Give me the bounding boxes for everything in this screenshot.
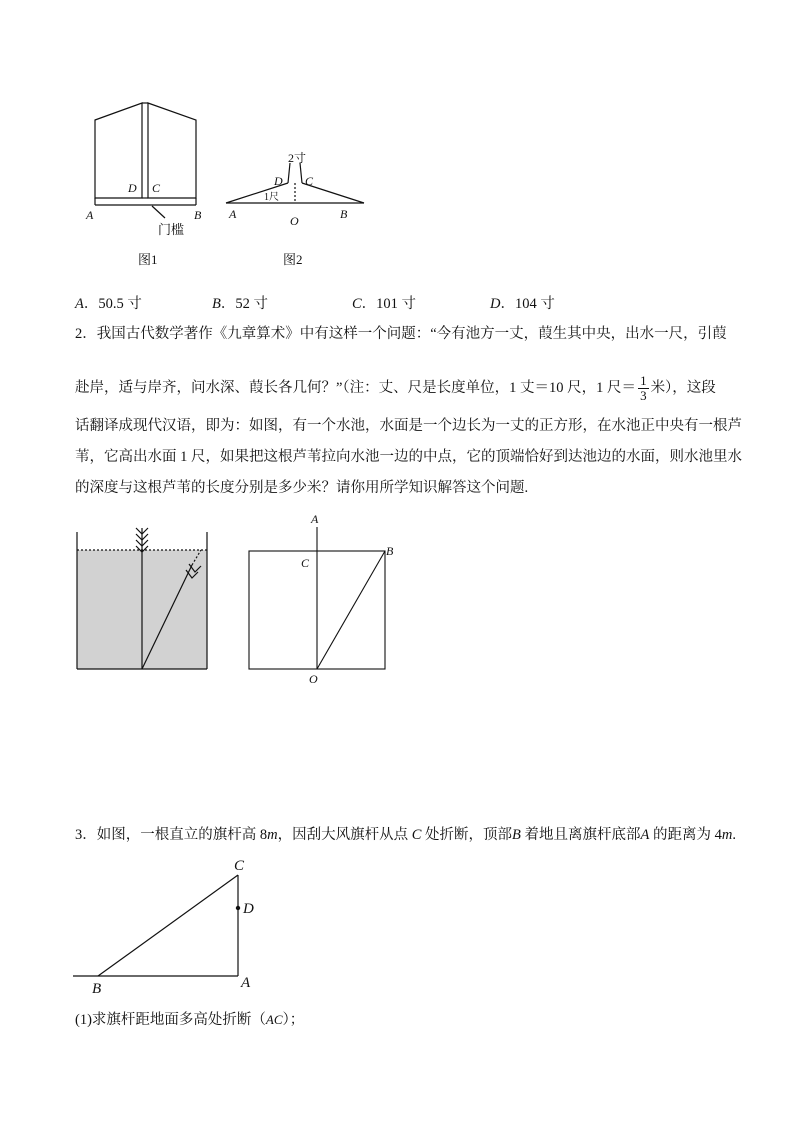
q3-fig-label-c: C xyxy=(234,858,245,874)
q2-fig-label-a: A xyxy=(311,512,319,526)
fig1-label-b: B xyxy=(194,208,202,222)
segment-ac: AC xyxy=(265,1012,283,1027)
option-value: 52 寸 xyxy=(235,296,268,312)
q3-text-1: 3．如图，一根直立的旗杆高 8 xyxy=(75,827,268,843)
q3-sub1-end: ）； xyxy=(282,1012,305,1028)
q3-flagpole-figure xyxy=(70,850,270,1000)
fraction-denominator: 3 xyxy=(640,388,647,403)
option-letter: A xyxy=(75,296,84,312)
fig2-label-o: O xyxy=(290,214,299,228)
q2-line-5 xyxy=(75,478,528,498)
q3-subquestion-1 xyxy=(75,1010,304,1030)
fig2-label-one-chi: 1尺 xyxy=(264,192,279,203)
q2-line-3 xyxy=(75,416,742,436)
option-value: 101 寸 xyxy=(376,296,417,312)
q2-line-4 xyxy=(75,447,742,467)
question-number: 2． xyxy=(75,326,97,342)
option-letter: C xyxy=(352,296,362,312)
q3-statement xyxy=(75,825,736,845)
q3-text-3: 处折断，顶部 xyxy=(421,827,513,843)
q2-text-2b: 米），这段 xyxy=(650,379,716,396)
q3-sub1-text: (1)求旗杆距地面多高处折断（ xyxy=(75,1012,266,1028)
option-letter: D xyxy=(490,296,501,312)
fig2-label-a: A xyxy=(229,207,237,221)
q3-fig-label-d: D xyxy=(243,901,254,917)
q3-text-5: 的距离为 4 xyxy=(649,827,722,843)
fig1-label-c: C xyxy=(152,181,161,195)
fig2-label-c: C xyxy=(305,174,314,188)
point-b: B xyxy=(512,827,521,843)
q2-text-3: 话翻译成现代汉语，即为：如图，有一个水池，水面是一个边长为一丈的正方形，在水池正中央有一根芦 xyxy=(75,418,742,434)
option-value: 104 寸 xyxy=(514,296,555,312)
figure-1-door xyxy=(70,95,220,245)
q2-line-2 xyxy=(75,374,716,403)
fraction-numerator: 1 xyxy=(640,373,647,388)
q1-option-d[interactable]: D．104 寸 xyxy=(490,296,555,312)
q2-text-5: 的深度与这根芦苇的长度分别是多少米？请你用所学知识解答这个问题. xyxy=(75,480,529,496)
fig2-label-d: D xyxy=(274,174,283,188)
q2-text-2a: 赴岸，适与岸齐，问水深、葭长各几何？”（注：丈、尺是长度单位，1 丈＝10 尺，1 尺＝ xyxy=(75,379,637,396)
q3-text-4: 着地且离旗杆底部 xyxy=(520,827,641,843)
q2-line-1 xyxy=(75,324,727,344)
fig1-label-d: D xyxy=(128,181,137,195)
q3-text-2: ，因刮大风旗杆从点 xyxy=(277,827,412,843)
option-value: 50.5 寸 xyxy=(98,296,142,312)
fig1-label-threshold: 门槛 xyxy=(158,222,185,237)
q1-option-a[interactable]: A．50.5 寸 xyxy=(75,296,142,312)
point-a: A xyxy=(640,827,650,843)
unit-m: m xyxy=(267,827,278,843)
unit-m: m xyxy=(721,827,733,843)
point-c: C xyxy=(411,827,422,843)
q3-fig-label-a: A xyxy=(241,975,251,991)
q2-fig-label-b: B xyxy=(386,544,394,558)
fraction-one-third xyxy=(638,374,649,403)
q2-fig-label-c: C xyxy=(301,556,310,570)
q1-option-c[interactable]: C．101 寸 xyxy=(352,296,417,312)
fig1-label-a: A xyxy=(86,208,94,222)
point-d-dot xyxy=(236,906,240,910)
q2-text-4: 苇，它高出水面 1 尺，如果把这根芦苇拉向水池一边的中点，它的顶端恰好到达池边的水面，则水池里水 xyxy=(75,449,742,465)
q2-text-1: 我国古代数学著作《九章算术》中有这样一个问题：“今有池方一丈，葭生其中央，出水一尺，引葭 xyxy=(96,326,727,342)
q3-text-6: . xyxy=(732,827,736,843)
q2-pond-figure xyxy=(70,520,220,675)
q3-fig-label-b: B xyxy=(92,981,102,997)
figure-2-diagram xyxy=(218,145,378,235)
figure-1-caption: 图1 xyxy=(138,252,158,267)
option-letter: B xyxy=(212,296,221,312)
figure-2-caption: 图2 xyxy=(283,252,303,267)
fig2-label-two-cun: 2寸 xyxy=(288,151,307,165)
q1-option-b[interactable]: B．52 寸 xyxy=(212,296,268,312)
fig2-label-b: B xyxy=(340,207,348,221)
q2-geometry-figure xyxy=(245,505,405,690)
q2-fig-label-o: O xyxy=(309,672,318,686)
